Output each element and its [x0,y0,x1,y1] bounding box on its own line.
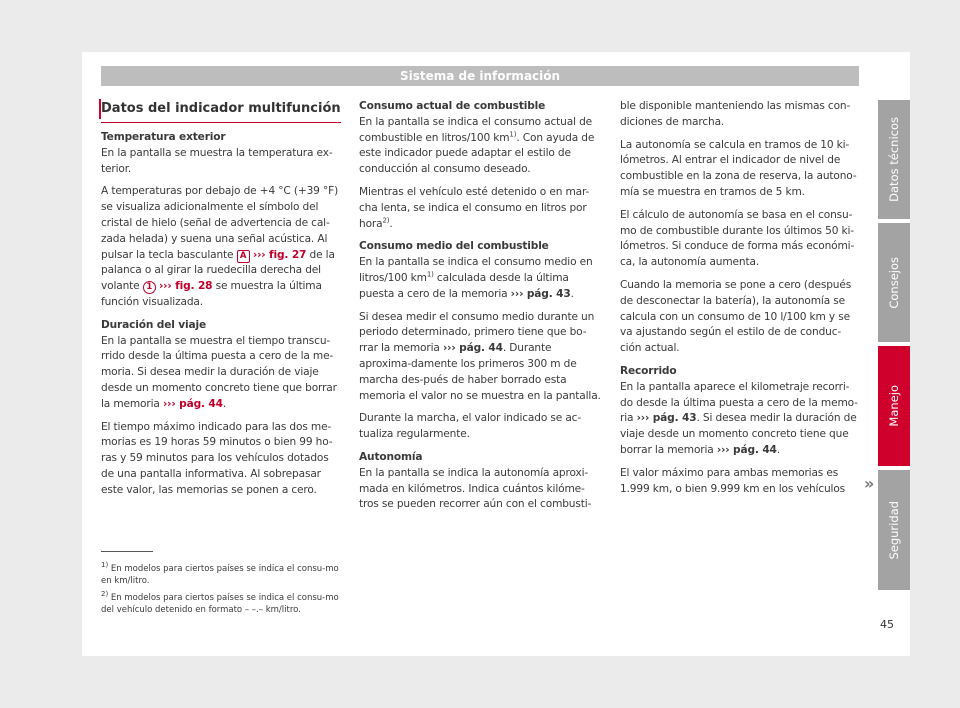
page-link[interactable]: ››› pág. 44 [716,443,777,456]
paragraph: El tiempo máximo indicado para las dos me-morias es 19 horas 59 minutos o bien 99 ho-ras y 59 minutos para los vehículos dotados de una pantalla informativa. Al sobrepasar este valor, las memorias se ponen a cero. [101,420,333,496]
heading-recorrido: Recorrido [620,364,677,377]
page-link[interactable]: ››› pág. 43 [510,287,571,300]
paragraph: A temperaturas por debajo de +4 °C (+39 °F) se visualiza adicionalmente el símbolo del cristal de hielo (señal de advertencia de cal-zada helada) y suena una señal acústica. Al pulsar la tecla basculante A ››› fig. 27 de la palanca o al girar la ruedecilla derecha del volante 1 ››› fig. 28 se muestra la última función visualizada. [101,185,339,308]
key-1-icon: 1 [143,281,156,294]
paragraph: En la pantalla se muestra la temperatura ex-terior. [101,146,333,175]
paragraph: El cálculo de autonomía se basa en el consu-mo de combustible durante los últimos 50 ki-lómetros. Si conduce de forma más económi-ca, la autonomía aumenta. [620,208,855,269]
paragraph: En la pantalla se indica el consumo medio en litros/100 $km^{1)}$ calculada desde la última puesta a cero de la memoria ››› pág. 43. [359,256,593,300]
column-1 [101,130,343,506]
tab-consejos[interactable]: Consejos [878,223,910,342]
paragraph: Durante la marcha, el valor indicado se ac-tualiza regularmente. [359,412,582,441]
tab-seguridad[interactable]: Seguridad [878,470,910,590]
heading-autonomia: Autonomía [359,450,423,463]
paragraph: En la pantalla se indica la autonomía aproxi-mada en kilómetros. Indica cuántos kilóme-tros se pueden recorrer aún con el combusti- [359,466,592,511]
footnote-2: $^{2)}$ En modelos para ciertos países se indica el consu-mo del vehículo detenido en formato – –.– km/litro. [101,590,339,615]
paragraph: Cuando la memoria se pone a cero (después de desconectar la batería), la autonomía se calcula con un consumo de 10 l/100 km y se va ajustando según el estilo de de conduc-ción actual. [620,278,852,355]
paragraph: El valor máximo para ambas memorias es 1.999 km, o bien 9.999 km en los vehículos [620,466,846,495]
page-number: 45 [880,618,894,631]
tab-manejo[interactable]: Manejo [878,346,910,466]
paragraph: La autonomía se calcula en tramos de 10 ki-lómetros. Al entrar el indicador de nivel de combustible en la zona de reserva, la autono-mía se muestra en tramos de 5 km. [620,138,857,198]
paragraph: En la pantalla se indica el consumo actual de combustible en litros/100 $km^{1)}$. Con ayuda de este indicador puede adaptar el estilo de conducción al consumo deseado. [359,115,595,176]
heading-consumo-actual: Consumo actual de combustible [359,100,546,112]
page-link[interactable]: ››› pág. 44 [442,342,503,355]
column-2 [359,99,601,520]
figure-link[interactable]: ››› fig. 28 [158,280,213,293]
page-link[interactable]: ››› pág. 44 [162,397,223,410]
paragraph: Si desea medir el consumo medio durante un periodo determinado, primero tiene que bo-rrar la memoria ››› pág. 44. Durante aproxima-damente los primeros 300 m de marcha des-pués de haber borrado esta memoria el valor no se muestra en la pantalla. [359,310,601,402]
key-a-icon: A [237,250,250,263]
page-link[interactable]: ››› pág. 43 [636,412,697,425]
tab-datos-tecnicos[interactable]: Datos técnicos [878,100,910,219]
footnote-rule [101,551,153,552]
running-header: Sistema de información [101,66,859,86]
paragraph: En la pantalla aparece el kilometraje recorri-do desde la última puesta a cero de la memo-ria ››› pág. 43. Si desea medir la duración de viaje desde un momento concreto tiene que borrar la memoria ››› pág. 44. [620,380,858,456]
heading-temperatura: Temperatura exterior [101,131,226,143]
paragraph: ble disponible manteniendo las mismas con-diciones de marcha. [620,100,851,128]
column-3 [620,99,860,504]
footnotes [101,561,349,622]
figure-link[interactable]: ››› fig. 27 [252,248,307,261]
section-title: Datos del indicador multifunción [101,101,341,116]
title-underline [101,122,341,123]
heading-duracion: Duración del viaje [101,318,207,331]
heading-consumo-medio: Consumo medio del combustible [359,240,549,253]
continue-arrow-icon: » [864,474,875,493]
footnote-1: $^{1)}$ En modelos para ciertos países se indica el consu-mo en km/litro. [101,561,339,586]
paragraph: En la pantalla se muestra el tiempo transcu-rrido desde la última puesta a cero de la me-moria. Si desea medir la duración de viaje desde un momento concreto tiene que borrar la memoria ››› pág. 44. [101,334,337,410]
paragraph: Mientras el vehículo esté detenido o en mar-cha lenta, se indica el consumo en litros por hora$^{2)}$. [359,185,590,230]
